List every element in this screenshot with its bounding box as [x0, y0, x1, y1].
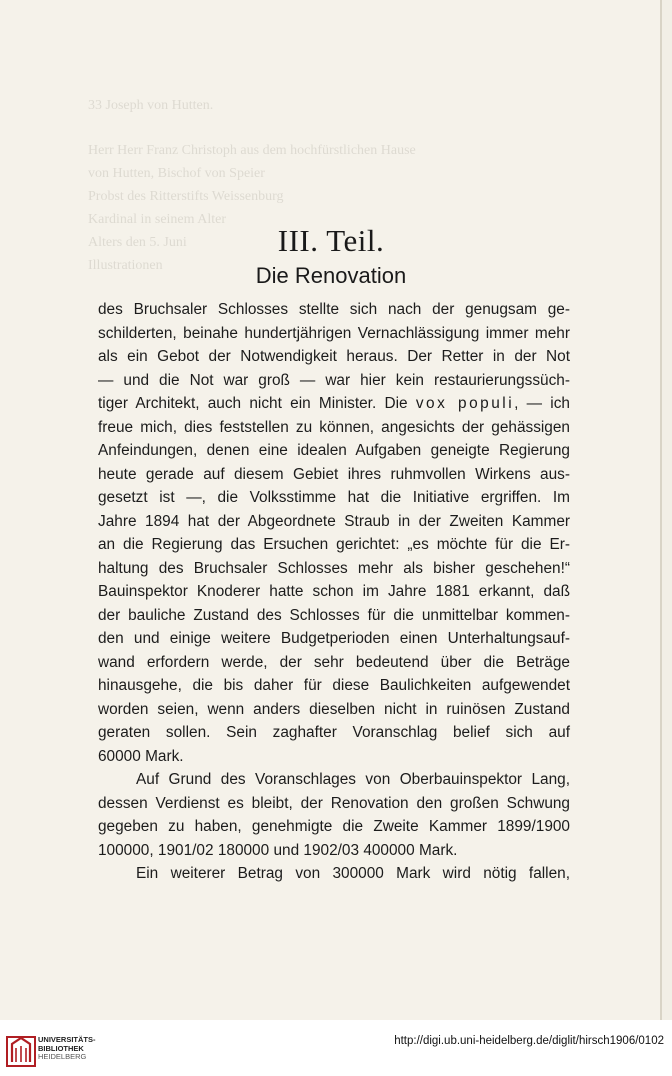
library-name-line: HEIDELBERG [38, 1052, 87, 1061]
bleed-through-line: Herr Herr Franz Christoph aus dem hochfürstlichen Hause [88, 143, 416, 158]
text-line: des Bruchsaler Schlosses stellte sich nach der genugsam ge- [98, 301, 570, 318]
section-title: Die Renovation [255, 263, 407, 288]
text-line: worden seien, wenn anders dieselben nicht in ruinösen Zustand [98, 700, 570, 718]
text-line: der bauliche Zustand des Schlosses für die unmittelbar kommen- [98, 606, 570, 624]
text-line: an die Regierung das Ersuchen gerichtet: „es möchte für die Er- [98, 536, 570, 553]
text-line: Auf Grund des Voranschlages von Oberbauinspektor Lang, [136, 771, 570, 788]
text-line: 60000 Mark. [98, 747, 184, 765]
text-line: hinausgehe, die bis daher für diese Baulichkeiten aufgewendet [98, 677, 570, 694]
text-line: — und die Not war groß — war hier kein restaurierungssüch- [98, 371, 570, 389]
body-text [98, 298, 570, 886]
bleed-through-line: Probst des Ritterstifts Weissenburg [88, 189, 284, 204]
text-line: als ein Gebot der Notwendigkeit heraus. Der Retter in der Not [98, 348, 570, 365]
text-line: 100000, 1901/02 180000 und 1902/03 400000 Mark. [98, 841, 458, 859]
emphasized-phrase: vox populi [415, 395, 515, 412]
text-line: gesetzt ist —, die Volksstimme hat die Initiative ergriffen. Im [98, 489, 570, 506]
bleed-through-line: Kardinal in seinem Alter [88, 212, 227, 227]
bleed-through-line: Alters den 5. Juni [88, 235, 187, 250]
source-url-link[interactable]: http://digi.ub.uni-heidelberg.de/diglit/hirsch1906/0102 [394, 1035, 664, 1047]
university-library-logo-icon [6, 1034, 36, 1068]
text-line: schilderten, beinahe hundertjährigen Vernachlässigung immer mehr [98, 324, 570, 342]
text-line: freue mich, dies feststellen zu können, angesichts der gehässigen [98, 418, 570, 436]
text-line: wand erfordern werde, der sehr bedeutend über die Beträge [98, 653, 570, 671]
text-line: Anfeindungen, denen eine idealen Aufgaben geneigte Regierung [98, 442, 570, 459]
bleed-through-line: 33 Joseph von Hutten. [88, 98, 214, 113]
text-line: dessen Verdienst es bleibt, der Renovation den großen Schwung [98, 794, 570, 812]
text-line: tiger Architekt, auch nicht ein Minister. Die vox populi, — ich [98, 395, 570, 412]
library-name-line: UNIVERSITÄTS- [38, 1035, 96, 1044]
text-line: Bauinspektor Knoderer hatte schon im Jahre 1881 erkannt, daß [98, 583, 570, 600]
text-line: geraten sollen. Sein zaghafter Voranschlag belief sich auf [98, 724, 570, 741]
text-line: Jahre 1894 hat der Abgeordnete Straub in der Zweiten Kammer [98, 512, 570, 530]
library-name [38, 1036, 96, 1062]
footer-bar [0, 1020, 672, 1076]
part-title: III. Teil. [277, 223, 385, 258]
text-line: Ein weiterer Betrag von 300000 Mark wird nötig fallen, [136, 865, 570, 882]
text-line: heute gerade auf diesem Gebiet ihres ruhmvollen Wirkens aus- [98, 465, 570, 483]
text-line: gegeben zu haben, genehmigte die Zweite Kammer 1899/1900 [98, 818, 570, 835]
text-line: haltung des Bruchsaler Schlosses mehr als bisher geschehen!“ [98, 559, 570, 577]
library-name-line: BIBLIOTHEK [38, 1043, 84, 1053]
bleed-through-line: Illustrationen [88, 258, 163, 273]
text-line: den und einige weitere Budgetperioden einen Unterhaltungsauf- [98, 630, 570, 647]
bleed-through-line: von Hutten, Bischof von Speier [88, 166, 265, 181]
